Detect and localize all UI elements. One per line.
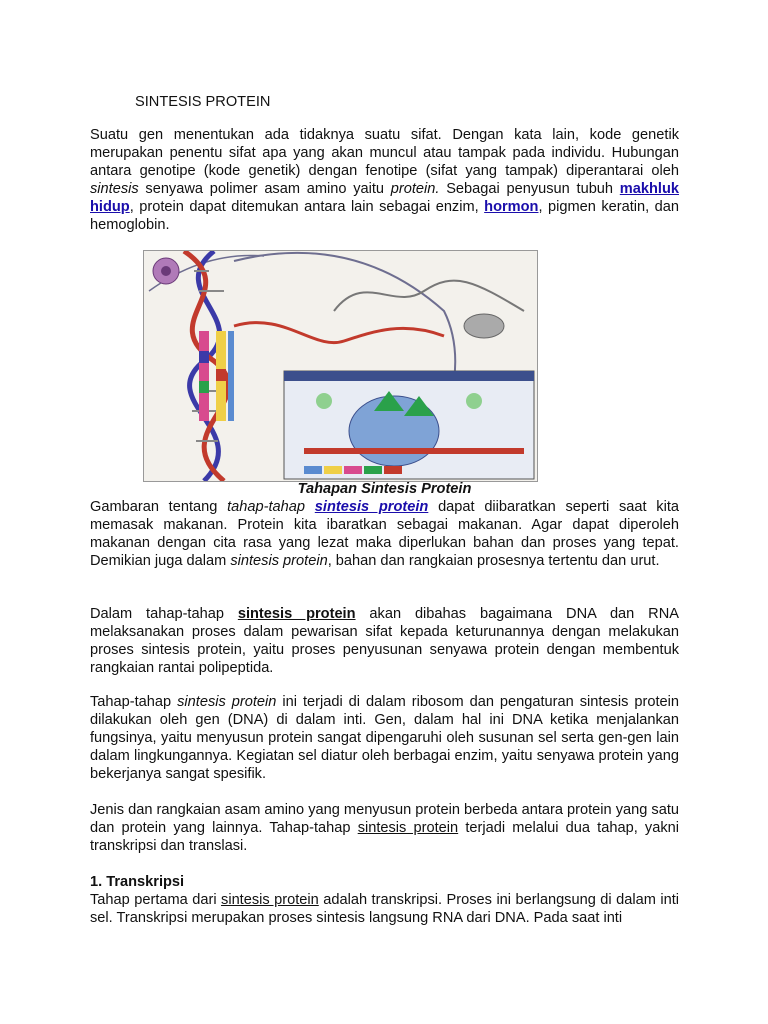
section-heading-transkripsi: 1. Transkripsi [90, 874, 185, 890]
paragraph-analogy [90, 498, 679, 570]
protein-chain-line [334, 281, 524, 311]
text: Sebagai penyusun tubuh [439, 181, 620, 197]
link-hormon[interactable]: hormon [484, 199, 539, 215]
page-title: SINTESIS PROTEIN [135, 94, 271, 110]
mrna-strand [199, 331, 234, 421]
paragraph-intro [90, 126, 679, 234]
link-makhluk-hidup[interactable]: makhluk hidup [90, 181, 679, 215]
inset-header-bar [284, 371, 534, 381]
amino-acid-icon-2 [466, 393, 482, 409]
text: , pigmen keratin, dan hemoglobin. [90, 199, 679, 233]
link-sintesis-protein-3[interactable]: sintesis protein [357, 820, 459, 836]
text: ini terjadi di dalam ribosom dan pengaturan sintesis protein dilakukan oleh gen (DNA) di dalam inti. Gen, dalam hal ini DNA ketika menjalankan fungsinya, yaitu menyusun protein sangat dipengaruhi oleh susunan sel serta gen-gen lain dalam lingkungannya. Kegiatan sel diatur oleh berbagai enzim, yaitu senyawa protein yang bekerjanya sangat spesifik. [90, 694, 679, 782]
text-italic: sintesis [90, 181, 139, 197]
completed-protein-chain [304, 466, 402, 474]
text: akan dibahas bagaimana DNA dan RNA melaksanakan proses dalam pewarisan sifat kepada keturunannya dengan melakukan proses sintesis protein, yaitu proses penyusunan senyawa protein dengan membentuk rangkaian rantai polipeptida. [90, 606, 679, 676]
diagram-svg [144, 251, 537, 481]
text-italic: tahap-tahap [227, 499, 306, 515]
text: senyawa polimer asam amino yaitu [138, 181, 391, 197]
text-italic: sintesis protein [177, 694, 277, 710]
text: , bahan dan rangkaian prosesnya tertentu dan urut. [327, 553, 660, 569]
text: Jenis dan rangkaian asam amino yang menyusun protein berbeda antara protein yang satu dan protein yang lainnya. Tahap-tahap [90, 802, 679, 836]
text: Gambaran tentang [90, 499, 228, 515]
mrna-export-line [234, 323, 444, 343]
link-sintesis-protein-2[interactable]: sintesis protein [237, 606, 356, 622]
protein-synthesis-diagram [143, 250, 538, 482]
link-sintesis-protein-4[interactable]: sintesis protein [221, 892, 319, 908]
nucleus-icon [161, 266, 171, 276]
text: Tahap pertama dari [90, 892, 222, 908]
paragraph-ribosom [90, 693, 679, 783]
ribosome-icon [464, 314, 504, 338]
text: Suatu gen menentukan ada tidaknya suatu sifat. Dengan kata lain, kode genetik merupakan penentu sifat apa yang akan muncul atau tampak pada individu. Hubungan antara genotipe (kode genetik) dengan fenotipe (sifat yang tampak) diperantarai oleh [90, 127, 679, 179]
text: Dalam tahap-tahap [90, 606, 238, 622]
paragraph-transkripsi [90, 891, 679, 927]
paragraph-dna-rna [90, 605, 679, 677]
text: , protein dapat ditemukan antara lain sebagai enzim, [129, 199, 485, 215]
paragraph-asam-amino [90, 801, 679, 855]
link-sintesis-protein[interactable]: sintesis protein [314, 499, 429, 515]
amino-acid-icon [316, 393, 332, 409]
text: adalah transkripsi. Proses ini berlangsung di dalam inti sel. Transkripsi merupakan proses sintesis langsung RNA dari DNA. Pada saat inti [90, 892, 679, 926]
figure-caption: Tahapan Sintesis Protein [297, 481, 472, 497]
text-italic: sintesis protein [230, 553, 328, 569]
text: terjadi melalui dua tahap, yakni transkripsi dan translasi. [90, 820, 680, 854]
text: Tahap-tahap [90, 694, 178, 710]
text-italic: protein. [390, 181, 440, 197]
text: dapat diibaratkan seperti saat kita memasak makanan. Protein kita ibaratkan sebagai makanan. Agar dapat diperoleh makanan dengan cita rasa yang lezat maka diperlukan bahan dan proses yang tepat. Demikian juga dalam [90, 499, 680, 569]
